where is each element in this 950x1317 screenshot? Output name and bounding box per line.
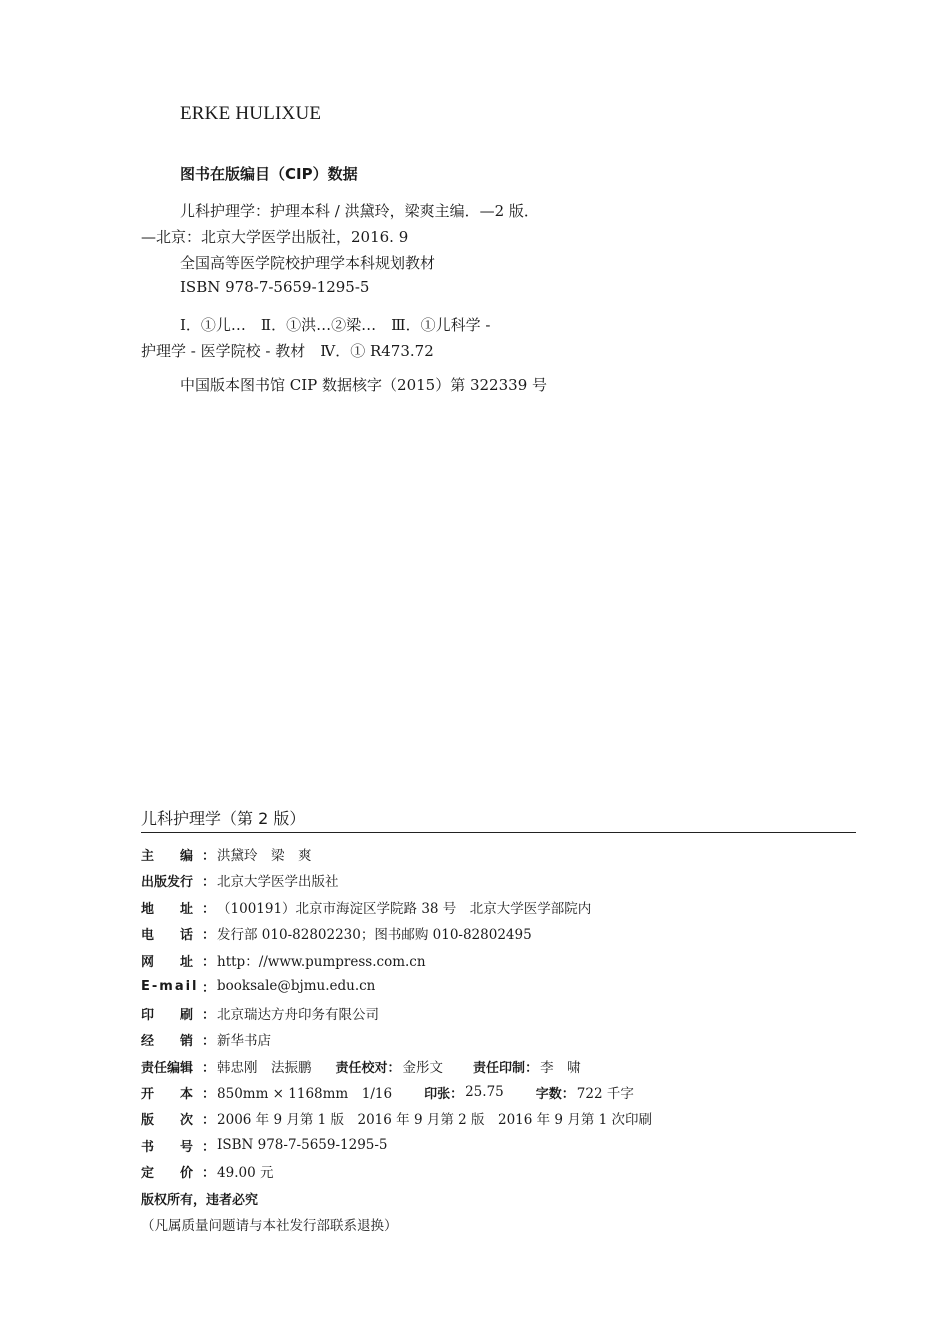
cip-heading: 图书在版编目（CIP）数据 [180,165,358,183]
proofreader-value: 金彤文 [402,1060,444,1076]
cip-line-2: —北京：北京大学医学出版社，2016. 9 [141,228,409,246]
email-value: booksale@bjmu.edu.cn [217,978,376,994]
print-resp-value: 李 啸 [540,1060,581,1076]
publisher-value: 北京大学医学出版社 [217,874,339,890]
phone-row: 电 话 ： 发行部 010-82802230；图书邮购 010-82802495 [141,923,532,943]
proofreader-label: 责任校对 [335,1060,388,1076]
address-row: 地 址 ： （100191）北京市海淀区学院路 38 号 北京大学医学部院内 [141,897,591,917]
sheets-value: 25.75 [465,1084,504,1100]
distributor-row: 经 销 ： 新华书店 [141,1029,271,1049]
book-title: 儿科护理学（第 2 版） [141,809,306,828]
publisher-row: 出版发行 ： 北京大学医学出版社 [141,870,339,890]
publisher-label: 出版发行 [141,874,194,890]
print-resp-label: 责任印制 [473,1060,526,1076]
website-row: 网 址 ： http：//www.pumpress.com.cn [141,950,426,970]
cip-line-5: Ⅰ．①儿… Ⅱ．①洪…②梁… Ⅲ．①儿科学 - [180,316,491,334]
address-label: 地 址 [141,901,194,917]
distributor-label: 经 销 [141,1033,194,1049]
phone-value: 发行部 010-82802230；图书邮购 010-82802495 [217,927,532,943]
printer-row: 印 刷 ： 北京瑞达方舟印务有限公司 [141,1003,379,1023]
sheets-label: 印张 [424,1086,451,1102]
copyright-notice: 版权所有，违者必究 [141,1192,259,1208]
resp-editor-label: 责任编辑 [141,1060,194,1076]
responsibility-row: 责任编辑 ： 韩忠刚 法振鹏 责任校对 ： 金彤文 责任印制 ： 李 啸 [141,1056,581,1076]
format-value: 850mm × 1168mm 1/16 [217,1086,393,1102]
website-label: 网 址 [141,954,194,970]
phone-label: 电 话 [141,927,194,943]
cip-line-1: 儿科护理学：护理本科 / 洪黛玲，梁爽主编．—2 版． [180,202,539,220]
cip-line-7: 中国版本图书馆 CIP 数据核字（2015）第 322339 号 [180,376,548,394]
printer-value: 北京瑞达方舟印务有限公司 [217,1007,380,1023]
edition-value: 2006 年 9 月第 1 版 2016 年 9 月第 2 版 2016 年 9 月第 1 次印刷 [217,1112,652,1128]
quality-note: （凡属质量问题请与本社发行部联系退换） [141,1218,398,1234]
cip-line-6: 护理学 - 医学院校 - 教材 Ⅳ．① R473.72 [141,342,434,360]
format-row: 开 本 ： 850mm × 1168mm 1/16 印张 ： 25.75 字数 ： 722 千字 [141,1084,634,1102]
price-label: 定 价 [141,1165,194,1181]
cip-line-4: ISBN 978-7-5659-1295-5 [180,278,370,296]
isbn-label: 书 号 [141,1139,194,1155]
editor-value: 洪黛玲 梁 爽 [217,848,312,864]
isbn-row: 书 号 ： ISBN 978-7-5659-1295-5 [141,1137,388,1155]
pinyin-title: ERKE HULIXUE [180,103,322,124]
resp-editor-value: 韩忠刚 法振鹏 [217,1060,312,1076]
words-value: 722 千字 [576,1086,634,1102]
email-label: E-mail [141,978,199,994]
book-title-bar [141,806,856,833]
isbn-value: ISBN 978-7-5659-1295-5 [217,1137,388,1153]
format-label: 开 本 [141,1086,194,1102]
cip-line-3: 全国高等医学院校护理学本科规划教材 [180,254,436,272]
email-row: E-mail ： booksale@bjmu.edu.cn [141,978,376,996]
printer-label: 印 刷 [141,1007,194,1023]
website-value: http：//www.pumpress.com.cn [217,954,426,970]
editor-label: 主 编 [141,848,194,864]
price-row: 定 价 ： 49.00 元 [141,1161,273,1181]
edition-row: 版 次 ： 2006 年 9 月第 1 版 2016 年 9 月第 2 版 2016 年 9 月第 1 次印刷 [141,1108,652,1128]
editor-row: 主 编 ： 洪黛玲 梁 爽 [141,844,312,864]
distributor-value: 新华书店 [217,1033,272,1049]
price-value: 49.00 元 [217,1165,274,1181]
copyright-row [141,1188,258,1208]
edition-label: 版 次 [141,1112,194,1128]
address-value: （100191）北京市海淀区学院路 38 号 北京大学医学部院内 [217,901,592,917]
words-label: 字数 [535,1086,562,1102]
note-row [141,1214,398,1234]
